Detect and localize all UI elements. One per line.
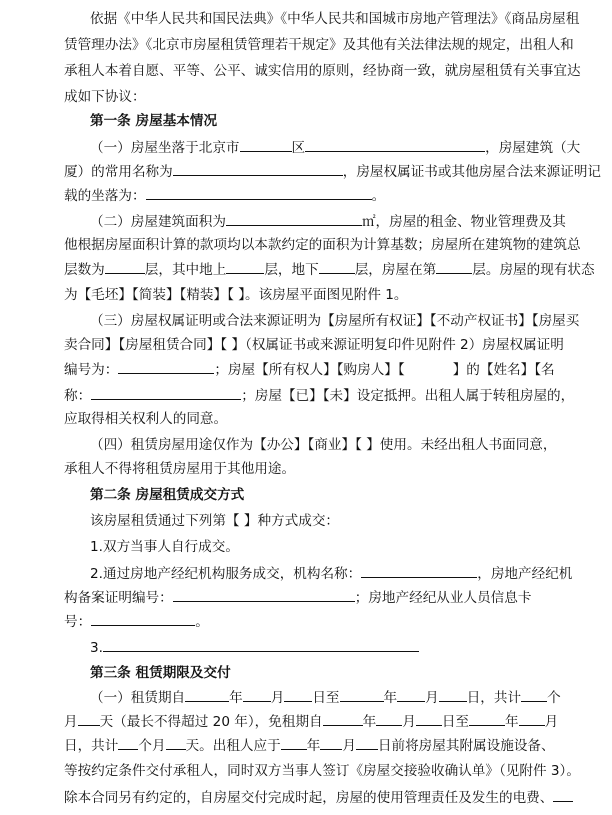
- art1-p4-line-1: （四）租赁房屋用途仅作为【办公】【商业】【 】使用。未经出租人书面同意，: [90, 437, 557, 453]
- art1-p3-line-3: 编号为： ；房屋【所有权人】【购房人】【 】的【姓名】【名: [64, 362, 555, 378]
- certificate-number-blank[interactable]: [118, 360, 214, 374]
- lease-start-month-blank[interactable]: [243, 688, 271, 702]
- lease-end-year-blank[interactable]: [340, 688, 384, 702]
- free-start-month-blank[interactable]: [376, 712, 402, 726]
- art2-item-2-line-3: 号： 。: [64, 614, 209, 630]
- art1-p4-line-2: 承租人不得将租赁房屋用于其他用途。: [64, 461, 296, 477]
- lease-end-day-blank[interactable]: [439, 688, 467, 702]
- art1-p1-line-2: 厦）的常用名称为 ，房屋权属证书或其他房屋合法来源证明记: [64, 164, 602, 180]
- article-3-title: 第三条 租赁期限及交付: [90, 665, 231, 681]
- art2-p1: 该房屋租赁通过下列第【 】种方式成交：: [90, 513, 340, 529]
- fees-blank[interactable]: [553, 788, 573, 802]
- free-months-blank[interactable]: [118, 736, 138, 750]
- art1-p2-line-3: 层数为 层，其中地上 层，地下 层，房屋在第 层。房屋的现有状态: [64, 262, 595, 278]
- art1-p1-line-1: （一）房屋坐落于北京市 区 ，房屋建筑（大: [90, 140, 581, 156]
- total-floors-blank[interactable]: [105, 260, 145, 274]
- art2-item-3: 3.: [90, 638, 419, 657]
- free-start-year-blank[interactable]: [323, 712, 363, 726]
- lease-start-day-blank[interactable]: [284, 688, 312, 702]
- agency-registration-blank[interactable]: [173, 588, 355, 602]
- lease-months-blank[interactable]: [521, 688, 547, 702]
- delivery-day-blank[interactable]: [356, 736, 378, 750]
- free-days-blank[interactable]: [166, 736, 186, 750]
- free-start-day-blank[interactable]: [416, 712, 442, 726]
- art3-p1-line-1: （一）租赁期自 年 月 日至 年 月 日，共计 个: [90, 690, 561, 706]
- free-end-month-blank[interactable]: [519, 712, 545, 726]
- art3-p1-line-2: 月 天（最长不得超过 20 年），免租期自 年 月 日至 年 月: [64, 714, 559, 730]
- delivery-year-blank[interactable]: [281, 736, 307, 750]
- other-method-blank[interactable]: [103, 638, 419, 652]
- building-name-blank[interactable]: [173, 162, 343, 176]
- art1-p2-line-1: （二）房屋建筑面积为 ㎡，房屋的租金、物业管理费及其: [90, 214, 566, 230]
- art1-p2-line-4: 为【毛坯】【简装】【精装】【 】。该房屋平面图见附件 1。: [64, 287, 408, 303]
- agency-name-blank[interactable]: [361, 564, 477, 578]
- address-blank[interactable]: [305, 138, 485, 152]
- lease-end-month-blank[interactable]: [397, 688, 425, 702]
- preamble-line-1: 依据《中华人民共和国民法典》《中华人民共和国城市房地产管理法》《商品房屋租: [90, 11, 580, 27]
- free-end-year-blank[interactable]: [469, 712, 505, 726]
- art1-p3-line-5: 应取得相关权利人的同意。: [64, 411, 228, 427]
- article-2-title: 第二条 房屋租赁成交方式: [90, 487, 245, 503]
- article-1-title: 第一条 房屋基本情况: [90, 113, 218, 129]
- art1-p3-line-4: 称： ；房屋【已】【未】设定抵押。出租人属于转租房屋的，: [64, 388, 575, 404]
- art1-p3-line-2: 卖合同】【房屋租赁合同】【 】（权属证书或来源证明复印件见附件 2）房屋权属证明: [64, 337, 564, 353]
- preamble-line-4: 成如下协议：: [64, 89, 146, 105]
- art3-p1-line-4: 等按约定条件交付承租人，同时双方当事人签订《房屋交接验收确认单》（见附件 3）。: [64, 763, 580, 779]
- art1-p1-line-3: 载的坐落为： 。: [64, 188, 386, 204]
- art2-item-1: 1.双方当事人自行成交。: [90, 539, 239, 555]
- above-ground-blank[interactable]: [226, 260, 264, 274]
- agent-card-blank[interactable]: [91, 612, 195, 626]
- preamble-line-3: 承租人本着自愿、平等、公平、诚实信用的原则，经协商一致，就房屋租赁有关事宜达: [64, 63, 581, 79]
- owner-name-blank[interactable]: [91, 386, 241, 400]
- art1-p2-line-2: 他根据房屋面积计算的款项均以本款约定的面积为计算基数；房屋所在建筑物的建筑总: [64, 237, 581, 253]
- district-blank[interactable]: [240, 138, 292, 152]
- below-ground-blank[interactable]: [319, 260, 355, 274]
- lease-start-year-blank[interactable]: [185, 688, 229, 702]
- area-blank[interactable]: [226, 212, 362, 226]
- lease-days-blank[interactable]: [78, 712, 100, 726]
- art1-p3-line-1: （三）房屋权属证明或合法来源证明为【房屋所有权证】【不动产权证书】【房屋买: [90, 313, 580, 329]
- floor-number-blank[interactable]: [436, 260, 472, 274]
- art3-p1-line-5: 除本合同另有约定的，自房屋交付完成时起，房屋的使用管理责任及发生的电费、: [64, 788, 573, 807]
- art2-item-2-line-1: 2.通过房地产经纪机构服务成交，机构名称： ，房地产经纪机: [90, 566, 573, 582]
- registered-location-blank[interactable]: [146, 186, 372, 200]
- delivery-month-blank[interactable]: [320, 736, 342, 750]
- art3-p1-line-3: 日，共计 个月 天。出租人应于 年 月 日前将房屋其附属设施设备、: [64, 738, 555, 754]
- preamble-line-2: 赁管理办法》《北京市房屋租赁管理若干规定》及其他有关法律法规的规定，出租人和: [64, 37, 574, 53]
- art2-item-2-line-2: 构备案证明编号： ；房地产经纪从业人员信息卡: [64, 590, 532, 606]
